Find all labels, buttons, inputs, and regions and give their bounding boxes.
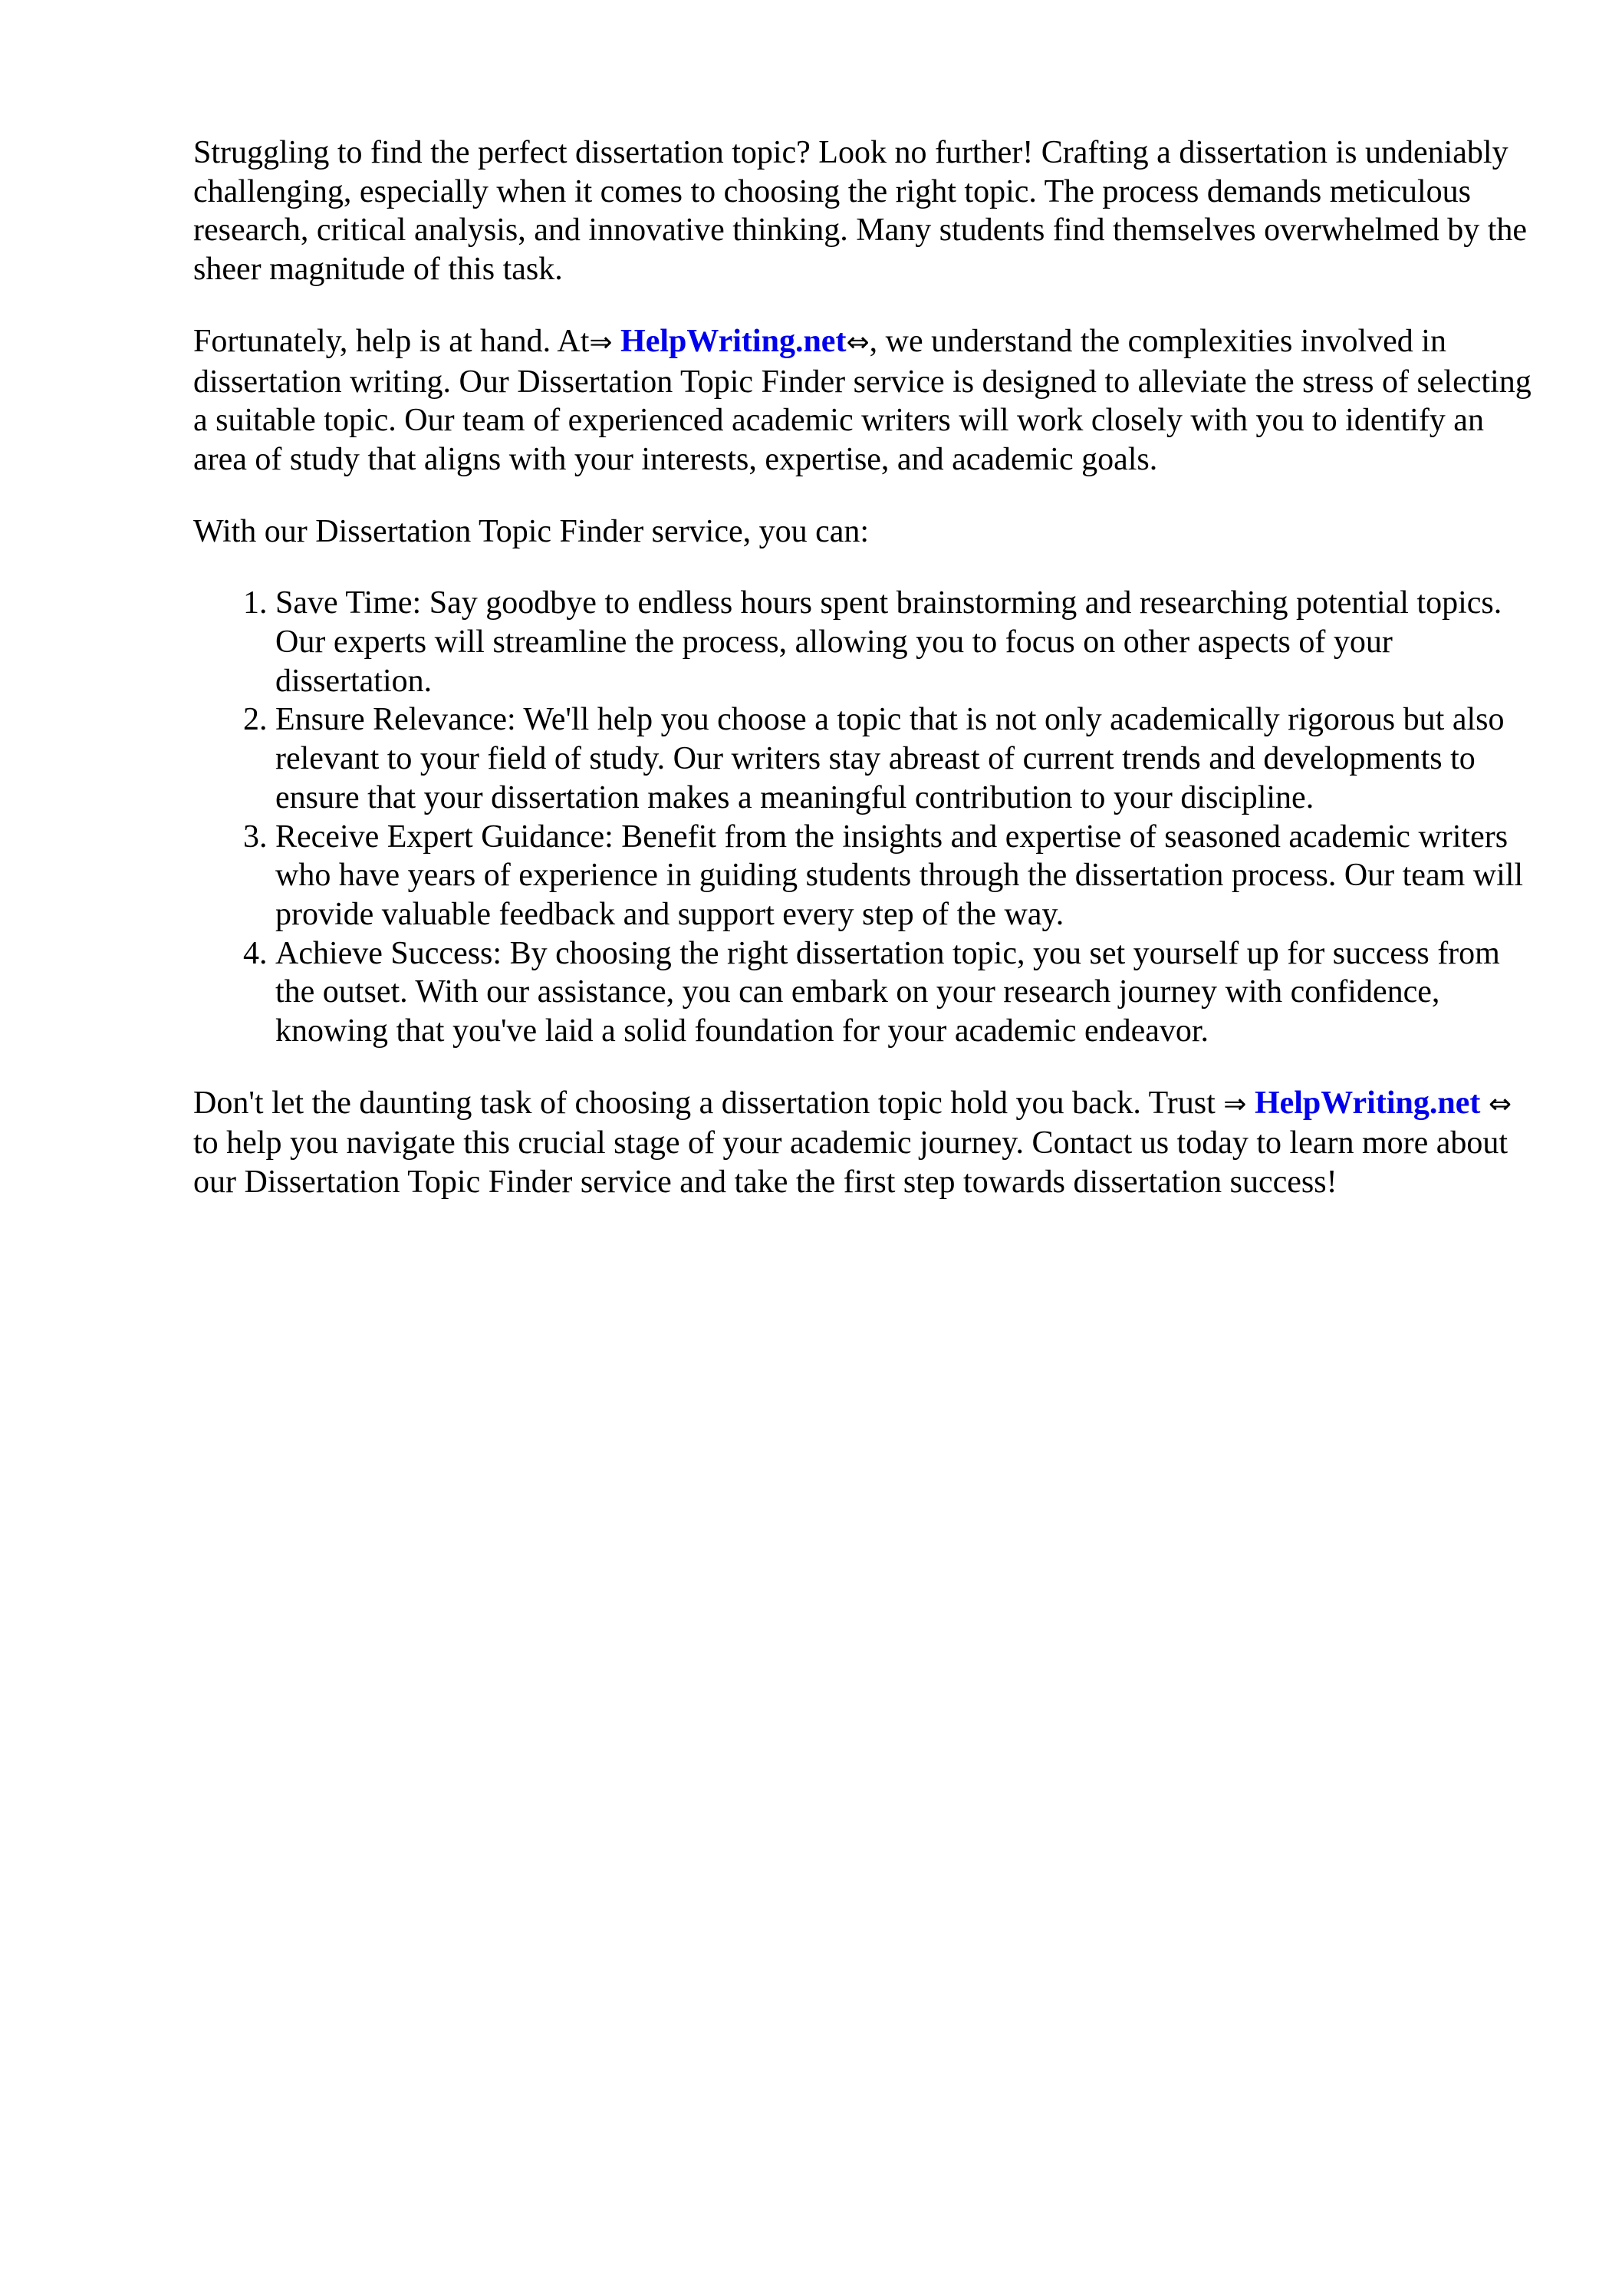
list-intro-paragraph: With our Dissertation Topic Finder service, you can: [193,513,870,549]
left-right-double-arrow-icon: ⇔ [846,326,870,358]
help-text-start: Fortunately, help is at hand. At [193,323,590,359]
helpwriting-link[interactable]: HelpWriting.net [1254,1085,1481,1121]
document-page [193,133,1535,1235]
helpwriting-link[interactable]: HelpWriting.net [620,323,847,359]
benefits-list [193,584,1535,1050]
help-text-end: , we understand the complexities involved in dissertation writing. Our Dissertation Topic Finder service is designed to alleviate the stress of selecting a suitable topic. Our team of experienced academic writers will work closely with you to identify an area of study that aligns with your interests, expertise, and academic goals. [193,323,1532,477]
list-item: 2. Ensure Relevance: We'll help you choose a topic that is not only academically rigorous but also relevant to your field of study. Our writers stay abreast of current trends and developments to ensure that your dissertation makes a meaningful contribution to your discipline. [275,700,1535,817]
help-paragraph [193,322,1535,479]
closing-text-start: Don't let the daunting task of choosing a dissertation topic hold you back. Trust [193,1085,1216,1121]
list-item: 3. Receive Expert Guidance: Benefit from the insights and expertise of seasoned academic writers who have years of experience in guiding students through the dissertation process. Our team will provide valuable feedback and support every step of the way. [275,818,1535,934]
intro-paragraph: Struggling to find the perfect dissertation topic? Look no further! Crafting a dissertation is undeniably challenging, especially when it comes to choosing the right topic. The process demands meticulous research, critical analysis, and innovative thinking. Many students find themselves overwhelmed by the sheer magnitude of this task. [193,135,1528,288]
closing-paragraph [193,1084,1535,1202]
left-right-double-arrow-icon: ⇔ [1488,1088,1512,1120]
right-double-arrow-icon: ⇒ [589,326,613,358]
right-double-arrow-icon: ⇒ [1223,1088,1247,1120]
list-item: 1. Save Time: Say goodbye to endless hours spent brainstorming and researching potential topics. Our experts will streamline the process, allowing you to focus on other aspects of your dissertation. [275,584,1535,700]
list-item: 4. Achieve Success: By choosing the right dissertation topic, you set yourself up for success from the outset. With our assistance, you can embark on your research journey with confidence, knowing that you've laid a solid foundation for your academic endeavor. [275,934,1535,1051]
closing-text-end: to help you navigate this crucial stage of your academic journey. Contact us today to learn more about our Dissertation Topic Finder service and take the first step towards dissertation success! [193,1125,1508,1201]
